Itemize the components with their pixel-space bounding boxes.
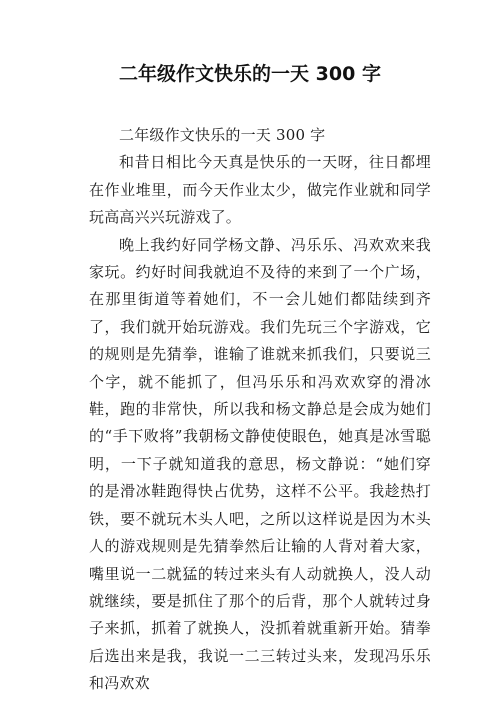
paragraph-intro: 和昔日相比今天真是快乐的一天呀，往日都埋在作业堆里，而今天作业太少，做完作业就和同学玩高高兴兴玩游戏了。 bbox=[89, 153, 431, 227]
paragraph-subtitle: 二年级作文快乐的一天 300 字 bbox=[119, 126, 326, 144]
article-body bbox=[89, 122, 431, 698]
page-title: 二年级作文快乐的一天 300 字 bbox=[119, 63, 381, 85]
paragraph-evening-games: 晚上我约好同学杨文静、冯乐乐、冯欢欢来我家玩。约好时间我就迫不及待的来到了一个广场，在那里街道等着她们，不一会儿她们都陆续到齐了，我们就开始玩游戏。我们先玩三个字游戏，它的规则是先猜拳，谁输了谁就来抓我们，只要说三个字，就不能抓了，但冯乐乐和冯欢欢穿的滑冰鞋，跑的非常快，所以我和杨文静总是会成为她们的“手下败将”我朝杨文静使使眼色，她真是冰雪聪明，一下子就知道我的意思，杨文静说：“她们穿的是滑冰鞋跑得快占优势，这样不公平。我趁热打铁，要不就玩木头人吧，之所以这样说是因为木头人的游戏规则是先猜拳然后让输的人背对着大家，嘴里说一二就猛的转过来头有人动就换人，没人动就继续，要是抓住了那个的后背，那个人就转过身子来抓，抓着了就换人，没抓着就重新开始。猜拳后选出来是我，我说一二三转过头来，发现冯乐乐和冯欢欢 bbox=[89, 235, 431, 693]
